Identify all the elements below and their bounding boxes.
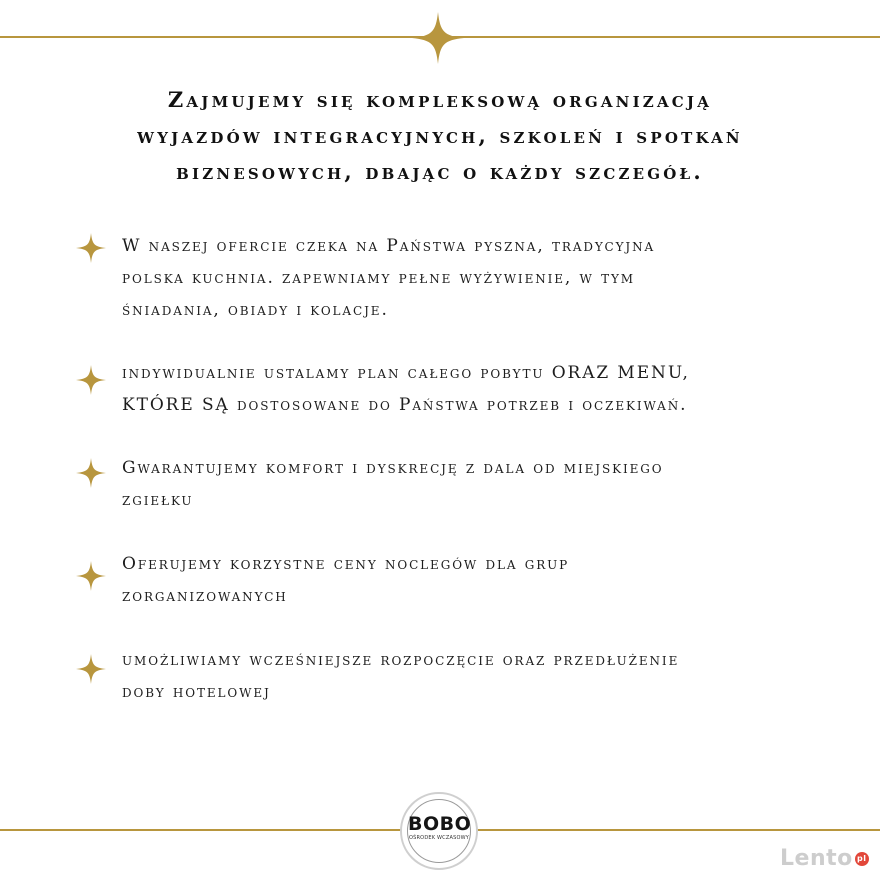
headline-line: Zajmujemy się kompleksową organizacją [167,87,713,112]
bullet-star-icon [76,654,106,684]
offer-item-plan [74,357,794,421]
offer-item-hotel-day [74,644,794,708]
bullet-star-icon [76,365,106,395]
offer-item-line: indywidualnie ustalamy plan całego pobytu ORAZ MENU, [122,363,690,383]
headline [60,82,820,190]
bobo-logo [400,792,478,870]
offer-item-comfort [74,452,794,516]
offer-item-line: KTÓRE SĄ dostosowane do Państwa potrzeb i oczekiwań. [122,395,688,415]
offer-item-line: W naszej ofercie czeka na Państwa pyszna, tradycyjna [122,236,656,256]
offer-item-line: zorganizowanych [122,586,288,606]
offer-item-cuisine [74,230,794,326]
logo-subtitle: OŚRODEK WCZASOWY [409,835,469,841]
bullet-star-icon [76,458,106,488]
headline-line: biznesowych, dbając o każdy szczegół. [176,159,704,184]
offer-item-prices [74,548,794,612]
offer-item-line: śniadania, obiady i kolacje. [122,300,389,320]
lento-watermark [780,846,869,871]
offer-item-line: doby hotelowej [122,682,271,702]
offer-item-line: umożliwiamy wcześniejsze rozpoczęcie oraz przedłużenie [122,650,680,670]
bullet-star-icon [76,561,106,591]
bullet-star-icon [76,233,106,263]
offer-item-line: Oferujemy korzystne ceny noclegów dla grup [122,554,570,574]
offer-item-line: Gwarantujemy komfort i dyskrecję z dala od miejskiego [122,458,664,478]
four-point-star-icon [412,12,464,64]
watermark-suffix: pl [855,852,869,866]
logo-name: BOBO [408,813,472,835]
offer-item-line: polska kuchnia. zapewniamy pełne wyżywienie, w tym [122,268,635,288]
offer-item-line: zgiełku [122,490,194,510]
watermark-text: Lento [780,846,853,871]
headline-line: wyjazdów integracyjnych, szkoleń i spotkań [137,123,743,148]
